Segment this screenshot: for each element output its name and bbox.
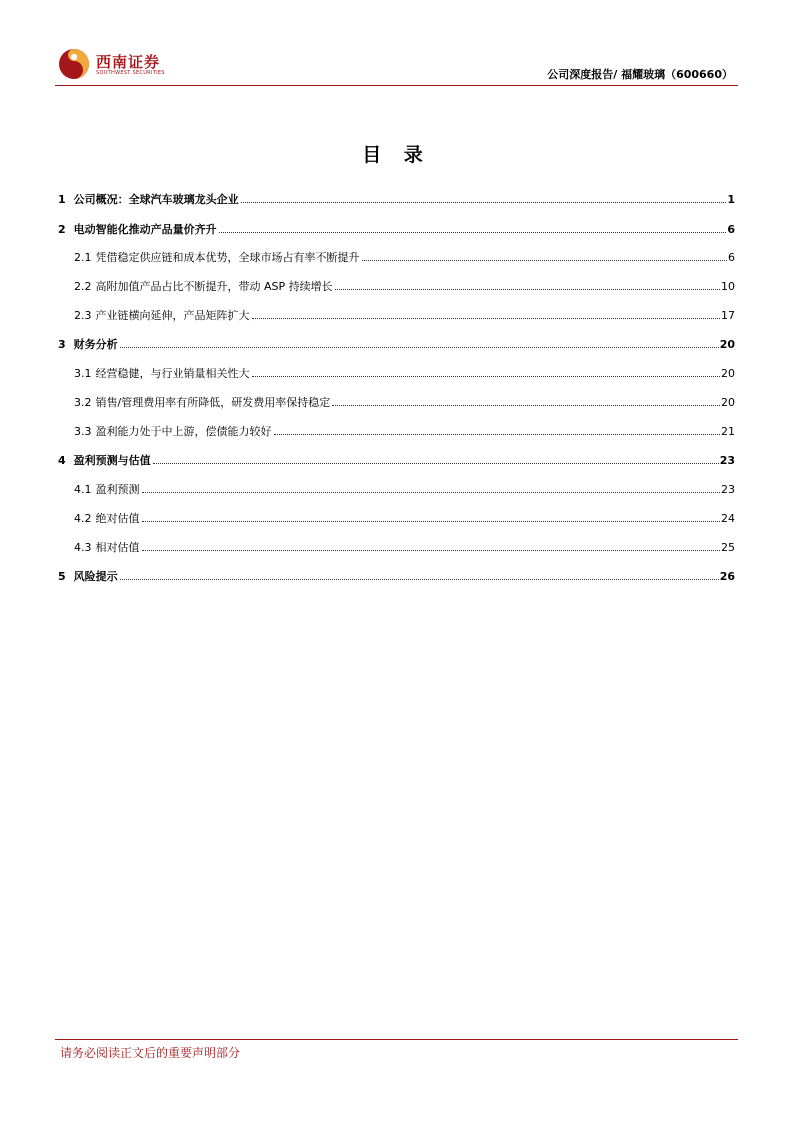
toc-entry-number: 4 bbox=[58, 454, 66, 467]
toc-entry[interactable] bbox=[58, 300, 735, 322]
toc-entry[interactable] bbox=[58, 532, 735, 554]
toc-entry-title: 相对估值 bbox=[95, 541, 140, 554]
toc-entry[interactable] bbox=[58, 329, 735, 351]
toc-entry-page: 1 bbox=[727, 193, 735, 206]
toc-entry-page: 26 bbox=[719, 570, 735, 583]
footer-divider bbox=[55, 1039, 738, 1040]
toc-entry-title: 盈利预测与估值 bbox=[73, 454, 151, 467]
toc-entry-title: 盈利能力处于中上游，偿债能力较好 bbox=[95, 425, 272, 438]
toc-entry-number: 2.2 bbox=[74, 280, 92, 293]
toc-entry[interactable] bbox=[58, 416, 735, 438]
toc-leader-dots bbox=[142, 550, 721, 551]
toc-entry-number: 3 bbox=[58, 338, 66, 351]
toc-entry-title: 产业链横向延伸，产品矩阵扩大 bbox=[95, 309, 250, 322]
toc-entry[interactable] bbox=[58, 387, 735, 409]
toc-entry[interactable] bbox=[58, 242, 735, 264]
footer-disclaimer: 请务必阅读正文后的重要声明部分 bbox=[60, 1046, 241, 1060]
toc-entry[interactable] bbox=[58, 561, 735, 583]
toc-entry-title: 风险提示 bbox=[73, 570, 118, 583]
toc-entry-page: 6 bbox=[728, 251, 735, 264]
toc-entry-title: 凭借稳定供应链和成本优势，全球市场占有率不断提升 bbox=[95, 251, 360, 264]
toc-entry-title: 销售/管理费用率有所降低，研发费用率保持稳定 bbox=[95, 396, 331, 409]
toc-leader-dots bbox=[362, 260, 728, 261]
toc-entry-title: 电动智能化推动产品量价齐升 bbox=[73, 223, 217, 236]
toc-entry[interactable] bbox=[58, 184, 735, 206]
toc-entry-page: 23 bbox=[721, 483, 735, 496]
toc-entry-number: 5 bbox=[58, 570, 66, 583]
toc-entry-number: 3.2 bbox=[74, 396, 92, 409]
toc-entry-page: 24 bbox=[721, 512, 735, 525]
brand-name-en: SOUTHWEST SECURITIES bbox=[96, 70, 165, 76]
toc-entry-page: 21 bbox=[721, 425, 735, 438]
toc-entry-number: 3.3 bbox=[74, 425, 92, 438]
brand-emblem-icon bbox=[58, 48, 90, 80]
toc-leader-dots bbox=[241, 202, 727, 203]
toc-entry-page: 20 bbox=[721, 396, 735, 409]
header-divider bbox=[55, 85, 738, 86]
toc-leader-dots bbox=[142, 521, 721, 522]
toc-leader-dots bbox=[274, 434, 721, 435]
toc-entry-page: 25 bbox=[721, 541, 735, 554]
toc-entry-title: 盈利预测 bbox=[95, 483, 140, 496]
toc-entry-number: 4.1 bbox=[74, 483, 92, 496]
toc-entry[interactable] bbox=[58, 214, 735, 236]
toc-entry-title: 绝对估值 bbox=[95, 512, 140, 525]
toc-entry-number: 4.2 bbox=[74, 512, 92, 525]
toc-entry[interactable] bbox=[58, 445, 735, 467]
toc-entry-page: 6 bbox=[727, 223, 735, 236]
toc-leader-dots bbox=[335, 289, 720, 290]
toc-leader-dots bbox=[120, 579, 719, 580]
toc-entry-page: 17 bbox=[721, 309, 735, 322]
toc-entry-page: 20 bbox=[719, 338, 735, 351]
toc-entry-number: 2 bbox=[58, 223, 66, 236]
toc-entry-page: 20 bbox=[721, 367, 735, 380]
toc-entry-number: 1 bbox=[58, 193, 66, 206]
toc-entry[interactable] bbox=[58, 474, 735, 496]
report-header: 公司深度报告/ 福耀玻璃（600660） bbox=[547, 68, 733, 81]
toc-entry-number: 2.3 bbox=[74, 309, 92, 322]
toc-leader-dots bbox=[219, 232, 727, 233]
toc-leader-dots bbox=[120, 347, 719, 348]
toc-entry-title: 经营稳健，与行业销量相关性大 bbox=[95, 367, 250, 380]
toc-leader-dots bbox=[142, 492, 721, 493]
toc-entry-title: 财务分析 bbox=[73, 338, 118, 351]
toc-entry-title: 公司概况：全球汽车玻璃龙头企业 bbox=[73, 193, 239, 206]
toc-entry-page: 10 bbox=[721, 280, 735, 293]
toc-leader-dots bbox=[332, 405, 720, 406]
toc-entry-number: 2.1 bbox=[74, 251, 92, 264]
toc-entry[interactable] bbox=[58, 358, 735, 380]
toc-entry-number: 3.1 bbox=[74, 367, 92, 380]
toc-title: 目 录 bbox=[362, 144, 431, 166]
toc-entry-page: 23 bbox=[719, 454, 735, 467]
brand-name-cn: 西南证券 bbox=[96, 53, 161, 71]
toc-entry-title: 高附加值产品占比不断提升，带动 ASP 持续增长 bbox=[95, 280, 333, 293]
toc-entry[interactable] bbox=[58, 271, 735, 293]
toc-leader-dots bbox=[252, 318, 721, 319]
toc-entry[interactable] bbox=[58, 503, 735, 525]
toc-leader-dots bbox=[153, 463, 719, 464]
brand-logo bbox=[58, 48, 168, 82]
toc-leader-dots bbox=[252, 376, 721, 377]
toc-entry-number: 4.3 bbox=[74, 541, 92, 554]
